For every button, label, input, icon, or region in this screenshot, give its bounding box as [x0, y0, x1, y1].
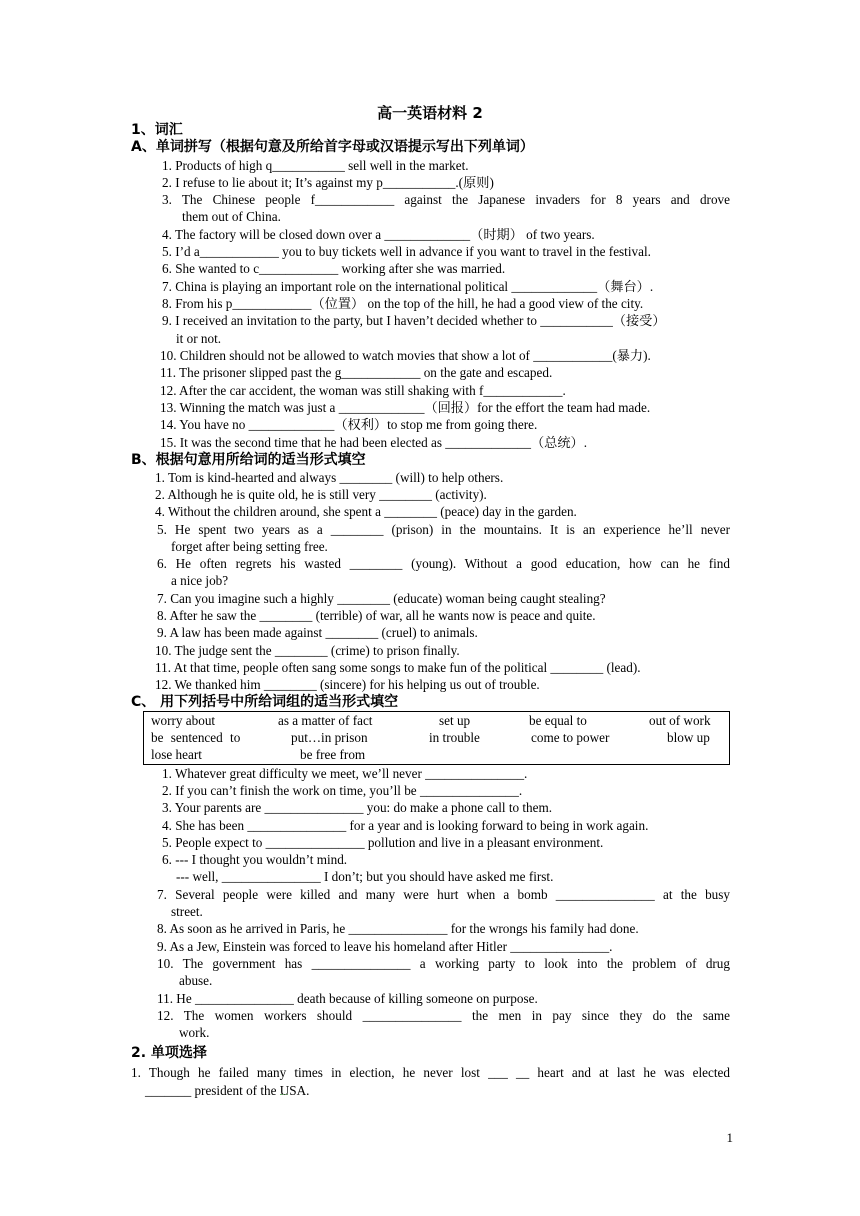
- a-item-3-cont: them out of China.: [182, 209, 281, 224]
- b-item-2: 2. Although he is quite old, he is still very ________ (activity).: [155, 487, 487, 502]
- section-a-heading: A、单词拼写（根据句意及所给首字母或汉语提示写出下列单词）: [131, 139, 534, 155]
- b-item-1: 1. Tom is kind-hearted and always ________ (will) to help others.: [155, 470, 504, 485]
- phrase: worry about: [151, 713, 216, 728]
- section-1-heading: 1、词汇: [131, 122, 183, 138]
- b-item-7: 7. Can you imagine such a highly ________ (educate) woman being caught stealing?: [157, 591, 606, 606]
- a-item-8: 8. From his p____________（位置） on the top of the hill, he had a good view of the city.: [162, 296, 644, 311]
- b-item-4: 4. Without the children around, she spent a ________ (peace) day in the garden.: [155, 504, 577, 519]
- c-item-8: 8. As soon as he arrived in Paris, he _______________ for the wrongs his family had done.: [157, 921, 639, 936]
- c-item-3: 3. Your parents are _______________ you: do make a phone call to them.: [162, 800, 553, 815]
- a-item-9: 9. I received an invitation to the party, but I haven’t decided whether to ___________（接受）: [162, 313, 666, 328]
- c-item-10-cont: abuse.: [179, 973, 213, 988]
- section-c-heading: C、 用下列括号中所给词组的适当形式填空: [131, 694, 399, 710]
- a-item-13: 13. Winning the match was just a _____________（回报）for the effort the team had made.: [160, 400, 651, 415]
- a-item-2: 2. I refuse to lie about it; It’s against my p___________.(原则): [162, 175, 494, 190]
- c-item-5: 5. People expect to _______________ pollution and live in a pleasant environment.: [162, 835, 604, 850]
- c-item-7-cont: street.: [171, 904, 203, 919]
- document-title: 高一英语材料 2: [377, 104, 483, 122]
- b-item-9: 9. A law has been made against ________ (cruel) to animals.: [157, 625, 478, 640]
- c-item-12-cont: work.: [179, 1025, 210, 1040]
- phrase: come to power: [531, 730, 610, 745]
- a-item-4: 4. The factory will be closed down over a _____________（时期） of two years.: [162, 227, 595, 242]
- a-item-9-cont: it or not.: [176, 331, 222, 346]
- c-item-11: 11. He _______________ death because of killing someone on purpose.: [157, 991, 538, 1006]
- b-item-11: 11. At that time, people often sang some songs to make fun of the political ________ (lead).: [155, 660, 641, 675]
- c-item-6: 6. --- I thought you wouldn’t mind.: [162, 852, 348, 867]
- phrase: in trouble: [429, 730, 480, 745]
- c-item-4: 4. She has been _______________ for a year and is looking forward to being in work again.: [162, 818, 649, 833]
- a-item-14: 14. You have no _____________（权利）to stop me from going there.: [160, 417, 538, 432]
- phrase: be sentenced to: [151, 730, 241, 745]
- phrase: put…in prison: [291, 730, 368, 745]
- a-item-6: 6. She wanted to c____________ working after she was married.: [162, 261, 506, 276]
- b-item-8: 8. After he saw the ________ (terrible) of war, all he wants now is peace and quite.: [157, 608, 596, 623]
- c-item-10: 10. The government has _______________ a working party to look into the problem of drug: [157, 956, 730, 971]
- a-item-1: 1. Products of high q___________ sell well in the market.: [162, 158, 469, 173]
- a-item-12: 12. After the car accident, the woman was still shaking with f____________.: [160, 383, 566, 398]
- a-item-3: 3. The Chinese people f____________ against the Japanese invaders for 8 years and drove: [162, 192, 730, 207]
- c-item-9: 9. As a Jew, Einstein was forced to leave his homeland after Hitler _______________.: [157, 939, 613, 954]
- phrase: out of work: [649, 713, 711, 728]
- c-item-6-cont: --- well, _______________ I don’t; but you should have asked me first.: [176, 869, 554, 884]
- b-item-5-cont: forget after being setting free.: [171, 539, 328, 554]
- b-item-10: 10. The judge sent the ________ (crime) to prison finally.: [155, 643, 460, 658]
- c-item-2: 2. If you can’t finish the work on time, you’ll be _______________.: [162, 783, 523, 798]
- c-item-1: 1. Whatever great difficulty we meet, we’ll never _______________.: [162, 766, 528, 781]
- a-item-10: 10. Children should not be allowed to watch movies that show a lot of ____________(暴力).: [160, 348, 651, 363]
- a-item-11: 11. The prisoner slipped past the g____________ on the gate and escaped.: [160, 365, 553, 380]
- a-item-7: 7. China is playing an important role on the international political _____________（舞台）.: [162, 279, 654, 294]
- section-b-heading: B、根据句意用所给词的适当形式填空: [131, 452, 366, 468]
- q1-line-1: 1. Though he failed many times in election, he never lost ___ __ heart and at last he was elected: [131, 1065, 730, 1080]
- phrase: be equal to: [529, 713, 587, 728]
- spellcheck-mark: [280, 1090, 288, 1095]
- b-item-5: 5. He spent two years as a ________ (prison) in the mountains. It is an experience he’ll never: [157, 522, 730, 537]
- phrase: blow up: [667, 730, 710, 745]
- b-item-12: 12. We thanked him ________ (sincere) for his helping us out of trouble.: [155, 677, 540, 692]
- phrase: be free from: [300, 747, 366, 762]
- b-item-6: 6. He often regrets his wasted ________ (young). Without a good education, how can he find: [157, 556, 730, 571]
- a-item-5: 5. I’d a____________ you to buy tickets well in advance if you want to travel in the festival.: [162, 244, 651, 259]
- phrase: lose heart: [151, 747, 202, 762]
- c-item-7: 7. Several people were killed and many were hurt when a bomb _______________ at the busy: [157, 887, 730, 902]
- b-item-6-cont: a nice job?: [171, 573, 229, 588]
- a-item-15: 15. It was the second time that he had been elected as _____________（总统）.: [160, 435, 588, 450]
- section-2-heading: 2. 单项选择: [131, 1045, 207, 1061]
- q1-line-2: _______ president of the USA.: [145, 1083, 310, 1098]
- phrase: as a matter of fact: [278, 713, 373, 728]
- phrase: set up: [439, 713, 471, 728]
- page-number: 1: [726, 1130, 733, 1145]
- c-item-12: 12. The women workers should _______________ the men in pay since they do the same: [157, 1008, 730, 1023]
